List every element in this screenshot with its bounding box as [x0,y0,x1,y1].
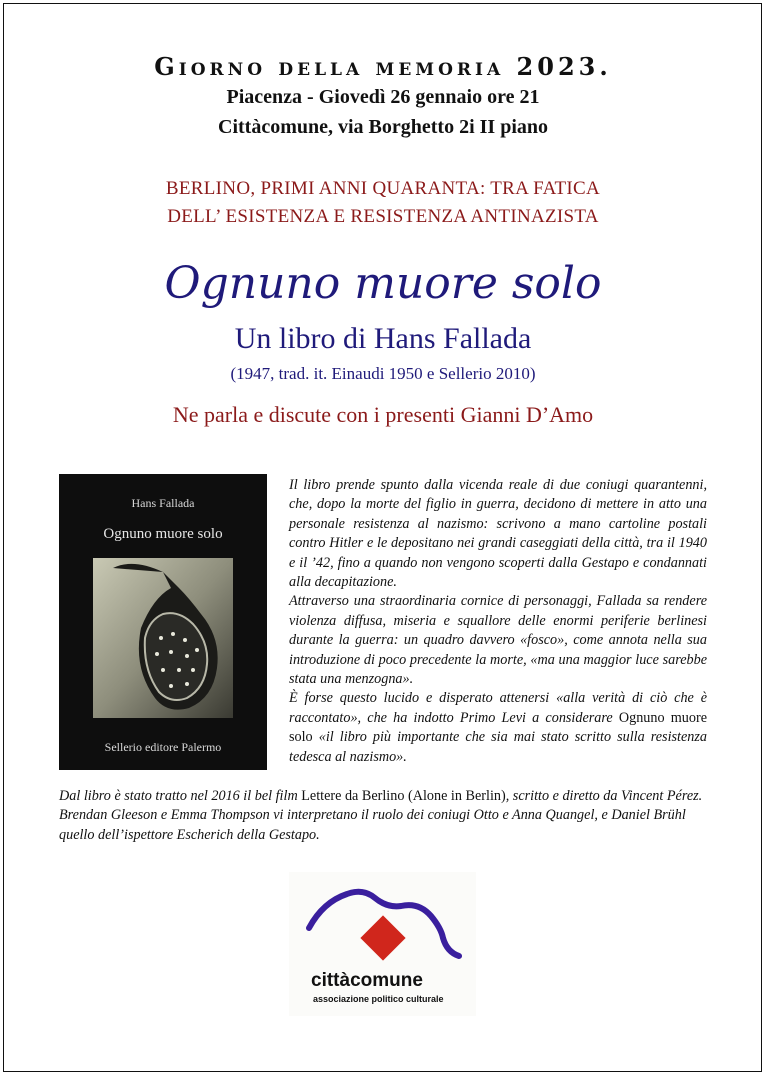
book-author-line: Un libro di Hans Fallada [234,322,532,355]
film-note [59,787,709,845]
film-note-start: Dal libro è stato tratto nel 2016 il bel film [59,788,302,804]
cover-photo-boot [93,558,233,718]
cittacomune-logo [289,872,476,1016]
film-note-end: , scritto e diretto da Vincent Pérez. Brendan Gleeson e Emma Thompson vi interpretano il ruolo dei coniugi Otto e Anna Quangel, e Daniel Brühl quello dell’ispettore Escherich della Gestapo. [59,788,703,843]
book-edition: (1947, trad. it. Einaudi 1950 e Sellerio 2010) [230,364,536,383]
event-venue: Cittàcomune, via Borghetto 2i II piano [218,116,548,138]
event-heading: Giorno della memoria 2023. [154,52,612,81]
theme-line-1: BERLINO, PRIMI ANNI QUARANTA: TRA FATICA [165,178,601,199]
book-title: Ognuno muore solo [164,258,602,309]
book-cover-image [59,474,267,770]
cover-publisher: Sellerio editore Palermo [104,740,222,754]
paragraph-3-start: È forse questo lucido e disperato attenersi «alla verità di ciò che è raccontato», che ha indotto Primo Levi a considerare [289,690,707,726]
film-title: Lettere da Berlino (Alone in Berlin) [301,788,506,804]
cover-author: Hans Fallada [131,496,195,510]
logo-graphic [289,872,476,972]
paragraph-3-book-title: Ognuno muore solo [289,709,707,746]
speaker-line: Ne parla e discute con i presenti Gianni D’Amo [172,402,594,427]
cover-title: Ognuno muore solo [103,526,223,542]
paragraph-1: Il libro prende spunto dalla vicenda reale di due coniugi quarantenni, che, dopo la morte del figlio in guerra, decidono di mettere in atto una personale resistenza al nazismo: scrivono a mano cartoline postali contro Hitler e le depositano nei grandi caseggiati della città, tra il 1940 e il ’42, fino a quando non vengono scoperti dalla Gestapo e condannati alla decapitazione. [289,477,707,591]
paragraph-3-end: «il libro più importante che sia mai stato scritto sulla resistenza tedesca al nazismo». [289,729,707,765]
theme-line-2: DELL’ ESISTENZA E RESISTENZA ANTINAZISTA [167,206,599,227]
logo-tagline: associazione politico culturale [313,994,444,1004]
book-description [289,476,707,767]
logo-name: cittàcomune [311,970,423,991]
paragraph-2: Attraverso una straordinaria cornice di personaggi, Fallada sa rendere violenza diffusa, miseria e squallore delle enormi periferie berlinesi durante la guerra: un quadro davvero «fosco», come annota nella sua introduzione di poco precedente la morte, «ma una maggior luce sarebbe stata una menzogna». [289,593,707,688]
event-date: Piacenza - Giovedì 26 gennaio ore 21 [226,86,540,108]
